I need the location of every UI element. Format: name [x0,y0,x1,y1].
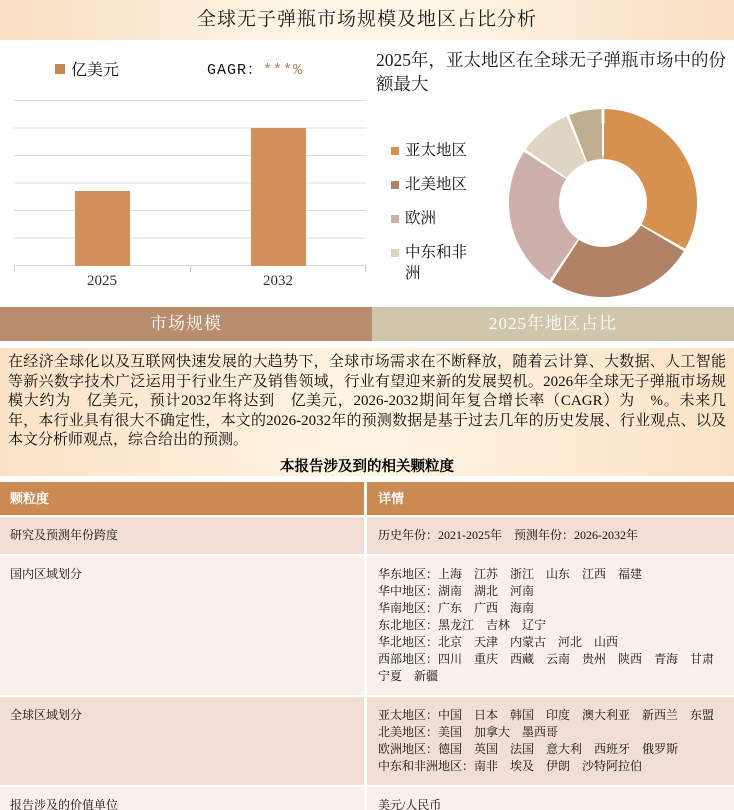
row-label: 研究及预测年份跨度 [0,517,364,554]
bar-2025 [75,191,130,266]
column-header-detail: 详情 [367,482,734,515]
legend-item-apac: 亚太地区 [391,140,475,161]
donut-hole [559,159,647,247]
row-detail: 华东地区：上海 江苏 浙江 山东 江西 福建 华中地区：湖南 湖北 河南 华南地区：广东 广西 海南 东北地区：黑龙江 吉林 辽宁 华北地区：北京 天津 内蒙古 河北 山西 西部地区：四川 重庆 西藏 云南 贵州 陕西 青海 甘肃 宁夏 新疆 [367,556,734,695]
granularity-table [0,482,734,810]
legend-bullet-icon [391,147,399,155]
summary-section [0,348,734,476]
cagr-label: GAGR： [207,62,264,79]
x-axis-labels [14,273,366,290]
summary-paragraph: 在经济全球化以及互联网快速发展的大趋势下，全球市场需求在不断释放，随着云计算、大数据、人工智能等新兴数字技术广泛运用于行业生产及销售领域，行业有望迎来新的发展契机。2026年全球无子弹瓶市场规模大约为 亿美元，预计2032年将达到 亿美元，2026-2032期间年复合增长率（CAGR）为 %。未来几年，本行业具有很大不确定性，本文的2026-2032年的预测数据是基于过去几年的历史发展、行业观点、以及本文分析师观点，综合给出的预测。 [8,354,726,448]
bar-chart-panel [0,40,370,307]
bar-chart-plot-area [14,100,366,266]
tab-regional-share[interactable]: 2025年地区占比 [372,307,734,341]
charts-section [0,40,734,307]
table-row [0,517,734,554]
column-header-granularity: 颗粒度 [0,482,364,515]
section-tabs [0,307,734,341]
row-label: 国内区域划分 [0,556,364,695]
donut-chart-title: 2025年，亚太地区在全球无子弹瓶市场中的份额最大 [376,50,726,94]
cagr-annotation [207,58,303,79]
table-row [0,697,734,785]
row-detail: 美元/人民币 [367,787,734,810]
legend-bullet-icon [391,249,399,257]
table-row [0,556,734,695]
legend-item-mea: 中东和非洲 [391,242,475,284]
donut-chart [509,109,697,297]
legend-bullet-icon [391,215,399,223]
divider [0,341,734,348]
row-label: 全球区域划分 [0,697,364,785]
table-row [0,787,734,810]
row-detail: 亚太地区：中国 日本 韩国 印度 澳大利亚 新西兰 东盟 北美地区：美国 加拿大 墨西哥 欧洲地区：德国 英国 法国 意大利 西班牙 俄罗斯 中东和非洲地区：南非 埃及 伊朗 沙特阿拉伯 [367,697,734,785]
cagr-value: ***% [263,62,304,79]
page-title: 全球无子弹瓶市场规模及地区占比分析 [196,9,537,30]
report-title-bar [0,0,734,40]
legend-item-north-america: 北美地区 [391,174,475,195]
row-detail: 历史年份：2021-2025年 预测年份：2026-2032年 [367,517,734,554]
x-label-2025: 2025 [87,273,117,289]
legend-bullet-icon [391,181,399,189]
granularity-table-heading: 本报告涉及到的相关颗粒度 [280,458,454,475]
bar-chart-legend [55,57,119,80]
table-header-row [0,482,734,515]
tab-market-size[interactable]: 市场规模 [0,307,372,341]
x-axis-ticks [14,266,366,272]
donut-chart-panel [370,40,734,307]
bar-2032 [251,128,306,266]
legend-swatch-icon [55,64,65,74]
donut-legend [391,140,475,284]
row-label: 报告涉及的价值单位 [0,787,364,810]
bar-legend-label: 亿美元 [71,62,120,79]
legend-item-europe: 欧洲 [391,208,475,229]
x-label-2032: 2032 [263,273,293,289]
